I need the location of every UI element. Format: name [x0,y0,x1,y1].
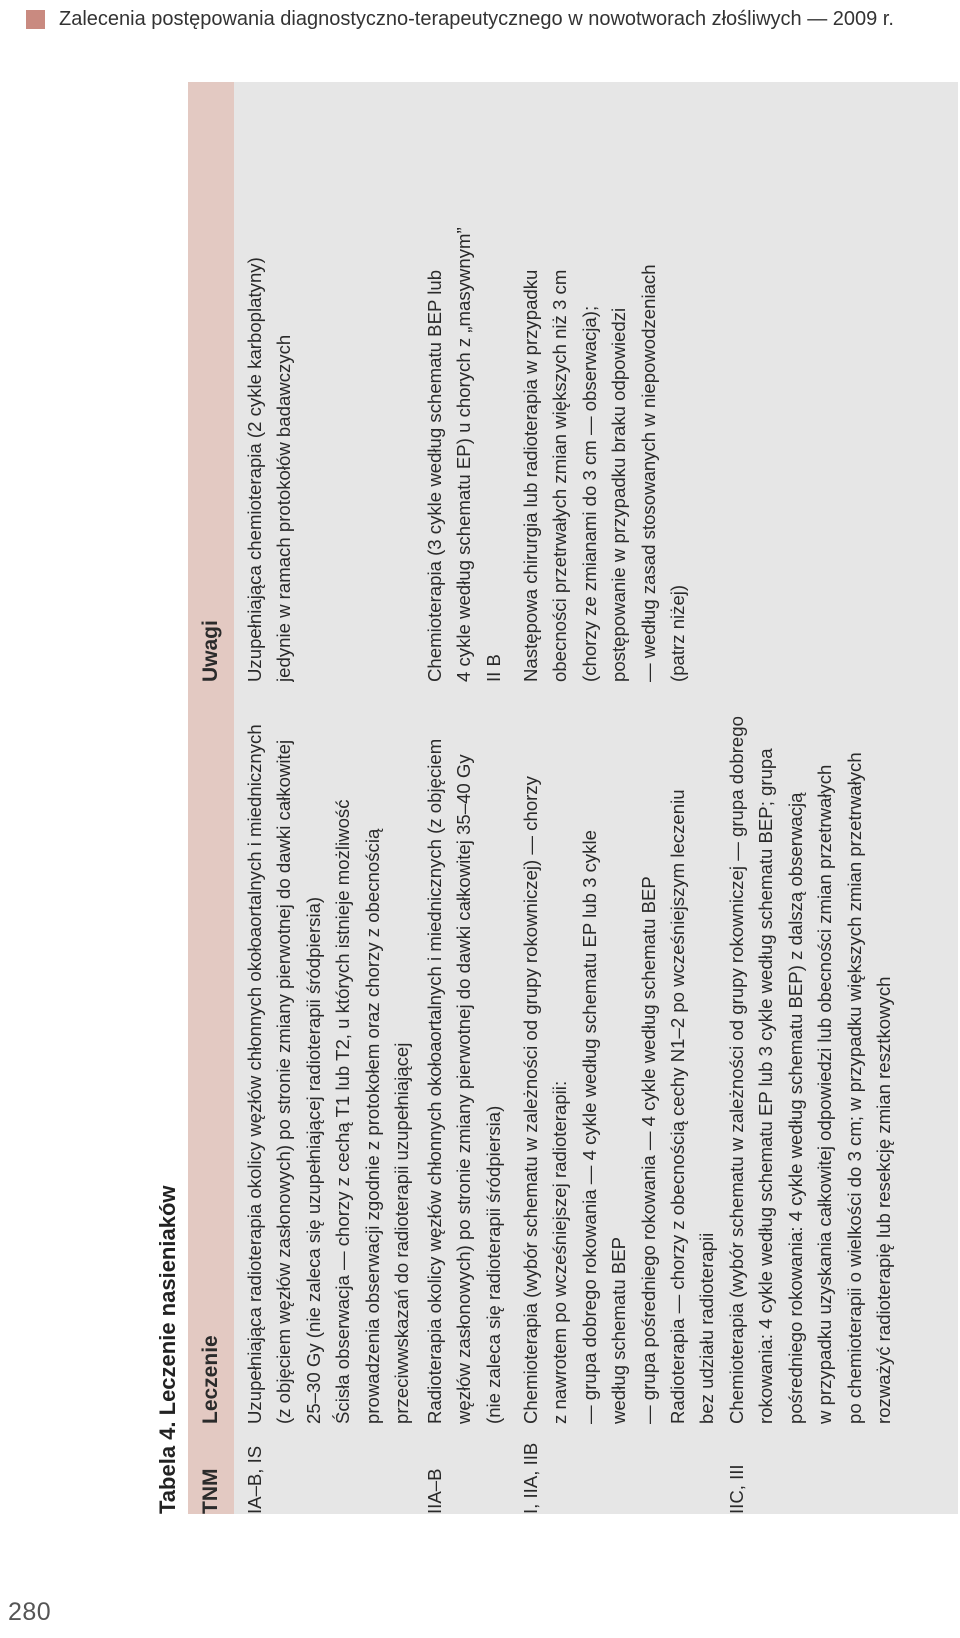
uwagi-line: obecności przetrwałych zmian większych niż 3 cm [549,269,571,682]
uwagi-line: jedynie w ramach protokołów badawczych [273,334,295,682]
leczenie-line: (nie zaleca się radioterapii śródpiersia) [482,1105,504,1424]
column-header-uwagi: Uwagi [199,620,222,682]
leczenie-line: z nawrotem po wcześniejszej radioterapii: [549,1080,571,1424]
table-row [420,82,516,1514]
running-header-text: Zalecenia postępowania diagnostyczno-terapeutycznego w nowotworach złośliwych — 2009 r. [59,7,894,30]
cell-tnm: IA–B, IS [244,1445,265,1514]
treatment-table [188,82,958,1514]
leczenie-line: Ścisła obserwacja — chorzy z cechą T1 lub T2, u których istnieje możliwość [332,799,354,1424]
cell-uwagi [420,82,508,712]
uwagi-line: — według zasad stosowanych w niepowodzeniach [637,264,659,682]
cell-leczenie [240,712,416,1436]
leczenie-line: — grupa pośredniego rokowania — 4 cykle według schematu BEP [637,876,659,1424]
cell-uwagi [516,82,692,712]
header-marker-square [26,10,45,29]
table-header-row [188,82,234,1514]
rotated-table-container [148,82,958,1584]
uwagi-line: (patrz niżej) [667,584,689,682]
leczenie-line: Uzupełniająca radioterapia okolicy węzłów chłonnych okołoaortalnych i miednicznych [244,724,265,1424]
column-header-tnm: TNM [199,1468,222,1514]
cell-tnm: IIA–B [424,1468,445,1514]
cell-leczenie [722,712,898,1436]
uwagi-line: 4 cykle według schematu EP) u chorych z „masywnym” [453,227,475,682]
column-header-leczenie: Leczenie [199,1335,222,1424]
leczenie-line: w przypadku uzyskania całkowitej odpowiedzi lub obecności zmian przetrwałych [814,764,836,1424]
leczenie-line: według schematu BEP [608,1236,630,1424]
uwagi-line: Następowa chirurgia lub radioterapia w przypadku [520,269,541,682]
leczenie-line: rokowania: 4 cykle według schematu EP lub 3 cykle według schematu BEP; grupa [755,748,777,1424]
leczenie-line: Chemioterapia (wybór schematu w zależności od grupy rokowniczej — grupa dobrego [726,716,747,1424]
leczenie-line: — grupa dobrego rokowania — 4 cykle według schematu EP lub 3 cykle [578,830,600,1424]
cell-tnm: IIC, III [726,1464,747,1514]
leczenie-line: bez udziału radioterapii [696,1232,718,1424]
leczenie-line: przeciwwskazań do radioterapii uzupełniającej [391,1042,413,1424]
leczenie-line: (z objęciem węzłów zasłonowych) po stronie zmiany pierwotnej do dawki całkowitej [273,739,295,1424]
table-row [516,82,722,1514]
table-title: Tabela 4. Leczenie nasieniaków [155,1185,180,1514]
table-body [234,82,922,1514]
page-header [26,4,956,34]
leczenie-line: po chemioterapii o wielkości do 3 cm; w przypadku większych zmian przetrwałych [843,752,865,1424]
leczenie-line: 25–30 Gy (nie zaleca się uzupełniającej radioterapii śródpiersia) [302,896,324,1424]
uwagi-line: (chorzy ze zmianami do 3 cm — obserwacja); [578,305,600,682]
table-row [722,82,922,1514]
leczenie-line: pośredniego rokowania: 4 cykle według schematu BEP) z dalszą obserwacją [784,792,806,1424]
leczenie-line: węzłów zasłonowych) po stronie zmiany pierwotnej do dawki całkowitej 35–40 Gy [453,754,475,1424]
leczenie-line: Chemioterapia (wybór schematu w zależności od grupy rokowniczej) — chorzy [520,776,541,1424]
leczenie-line: prowadzenia obserwacji zgodnie z protokołem oraz chorzy z obecnością [361,828,383,1424]
leczenie-line: rozważyć radioterapię lub resekcję zmian resztkowych [873,976,895,1424]
cell-leczenie [420,712,508,1436]
cell-uwagi [240,82,299,712]
cell-leczenie [516,712,722,1436]
uwagi-line: II B [482,654,504,682]
cell-tnm: I, IIA, IIB [520,1442,541,1514]
uwagi-line: Uzupełniająca chemioterapia (2 cykle karboplatyny) [244,257,265,682]
page-number: 280 [8,1598,52,1626]
uwagi-line: postępowanie w przypadku braku odpowiedzi [608,307,630,682]
leczenie-line: Radioterapia okolicy węzłów chłonnych okołoaortalnych i miednicznych (z objęciem [424,738,445,1424]
table-row [234,82,420,1514]
uwagi-line: Chemioterapia (3 cykle według schematu BEP lub [424,269,445,682]
leczenie-line: Radioterapia — chorzy z obecnością cechy N1–2 po wcześniejszym leczeniu [667,789,689,1424]
